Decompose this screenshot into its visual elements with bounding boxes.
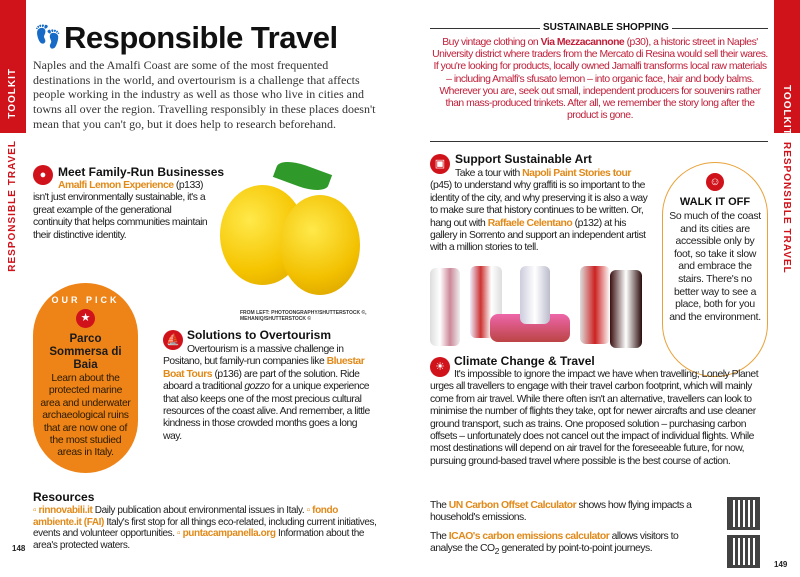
icao-link[interactable]: ICAO's carbon emissions calculator — [448, 531, 610, 542]
our-pick-text: Learn about the protected marine area and underwater archaeological ruins that are now one of the most studied areas in Italy. — [40, 373, 131, 459]
walk-it-off-box — [662, 162, 768, 377]
resources-text: ▫ rinnovabili.it Daily publication about environmental issues in Italy. ▫ fondo ambiente.it (FAI) Italy's first stop for all things eco-related, including current initiatives, events and volunteer opportunities. ▫ puntacampanella.org Information about the area's protected waters. — [33, 505, 377, 551]
toolkit-tab-right — [774, 0, 800, 136]
our-pick-box — [33, 283, 138, 473]
art-frame-icon: ▣ — [430, 154, 450, 174]
toolkit-tab-right-label: TOOLKIT — [781, 85, 792, 136]
walk-text: So much of the coast and its cities are accessible only by foot, so take it slow and embrace the stairs. There's no better way to see a place, both for you and the environment. — [669, 211, 761, 323]
overtourism-text: Overtourism is a massive challenge in Positano, but family-run companies like Bluestar Boat Tours (p136) are part of the solution. Ride aboard a traditional gozzo for a unique experience that also keeps one of the most precious cultural resources of the coast alive. And remember, a little kindness in those crowded months goes a long way. — [163, 344, 370, 442]
photo-credit: FROM LEFT: PHOTOONGRAPHY/SHUTTERSTOCK ©, MEHANIQ/SHUTTERSTOCK © — [240, 310, 367, 322]
toolkit-tab-label: TOOLKIT — [7, 68, 18, 119]
un-calculator-text: The UN Carbon Offset Calculator shows how flying impacts a household's emissions. — [430, 500, 692, 524]
intro-paragraph: Naples and the Amalfi Coast are some of the most frequented destinations in the world, and overtourism is a challenge that affects people working in the industry as well as those who live in cities and towns all over the region. Travelling responsibly in these places doesn't mean that you can't go, but it does help to research beforehand. — [33, 58, 376, 131]
resources-heading: Resources — [33, 490, 95, 504]
our-pick-title: Parco Sommersa di Baia — [49, 333, 122, 371]
section-tab-right-label: RESPONSIBLE TRAVEL — [781, 142, 792, 274]
spray-cans-photo — [430, 262, 645, 350]
shopping-bottom-rule — [430, 141, 768, 142]
art-text: Take a tour with Napoli Paint Stories tour (p45) to understand why graffiti is so important to the identity of the city, and why preserving it is also a way to make sure that history continues to be written. Or, hang out with Raffaele Celentano (p132) at his gallery in Sorrento and support an independent artist with a million stories to tell. — [430, 168, 648, 254]
puntacampanella-link[interactable]: puntacampanella.org — [182, 528, 276, 540]
icao-qr-code[interactable] — [727, 535, 760, 568]
climate-icon: ☀ — [430, 357, 450, 377]
page-title: Responsible Travel — [64, 20, 338, 55]
lemon-icon: ● — [33, 165, 53, 185]
overtourism-heading: Solutions to Overtourism — [187, 328, 332, 342]
sailboat-icon: ⛵ — [163, 330, 183, 350]
lemon-photo — [215, 160, 370, 300]
page-number-right: 149 — [774, 560, 788, 569]
fai-link[interactable]: fondo ambiente.it (FAI) — [33, 505, 338, 528]
toolkit-tab — [0, 0, 26, 133]
section-tab-label: RESPONSIBLE TRAVEL — [7, 140, 18, 272]
walking-person-icon: ☺ — [706, 173, 724, 191]
napoli-paint-link[interactable]: Napoli Paint Stories tour — [522, 168, 631, 179]
walk-heading: WALK IT OFF — [679, 196, 751, 208]
family-text: Amalfi Lemon Experience (p133) isn't just environmentally sustainable, it's a great example of the generational continuity that helps communities maintain their distinctive identity. — [33, 180, 208, 241]
shopping-text: Buy vintage clothing on Via Mezzacannone (p30), a historic street in Naples' University district where traders from the Mercato di Resina would sell their wares. If you're looking for products, locally owned Jamalfi transforms local raw materials – including Amalfi's sfusato lemon – into organic face, hair and body balms. Wherever you are, seek out small, independent producers for souvenirs rather than mass-produced trinkets. After all, we remember the story long after the product is gone. — [432, 37, 768, 122]
icao-text: The ICAO's carbon emissions calculator allows visitors to analyse the $CO_2$ generated by point-to-point journeys. — [430, 531, 679, 557]
bluestar-link[interactable]: Bluestar Boat Tours — [163, 356, 365, 380]
footprint-icon: 👣 — [34, 24, 62, 49]
page-number-left: 148 — [12, 544, 26, 553]
un-calculator-link[interactable]: UN Carbon Offset Calculator — [448, 500, 577, 511]
via-mezzacannone-link[interactable]: Via Mezzacannone — [540, 37, 625, 48]
art-heading: Support Sustainable Art — [455, 152, 592, 166]
star-icon: ★ — [76, 309, 95, 328]
our-pick-label: OUR PICK — [51, 295, 120, 305]
un-calculator-qr-code[interactable] — [727, 497, 760, 530]
raffaele-link[interactable]: Raffaele Celentano — [487, 217, 573, 229]
amalfi-lemon-link[interactable]: Amalfi Lemon Experience — [58, 180, 174, 191]
family-heading: Meet Family-Run Businesses — [58, 165, 225, 179]
climate-text: It's impossible to ignore the impact we have when travelling; Lonely Planet urges all travellers to engage with their travel carbon footprint, which will mainly come from air travel. While there often isn't an alternative, travellers can look to minimise the number of flights they take, opt for newer aircrafts and use cleaner ground transport, such as trains. One proposed solution – purchasing carbon offsets – unfortunately does not cancel out the impact of individual flights. While most destinations will depend on air travel for the foreseeable future, for now, pursuing ground-based travel where possible is the best course of action. — [430, 369, 759, 467]
climate-heading: Climate Change & Travel — [454, 354, 595, 368]
rinnovabili-link[interactable]: rinnovabili.it — [38, 505, 93, 516]
shopping-heading: SUSTAINABLE SHOPPING — [540, 22, 672, 33]
